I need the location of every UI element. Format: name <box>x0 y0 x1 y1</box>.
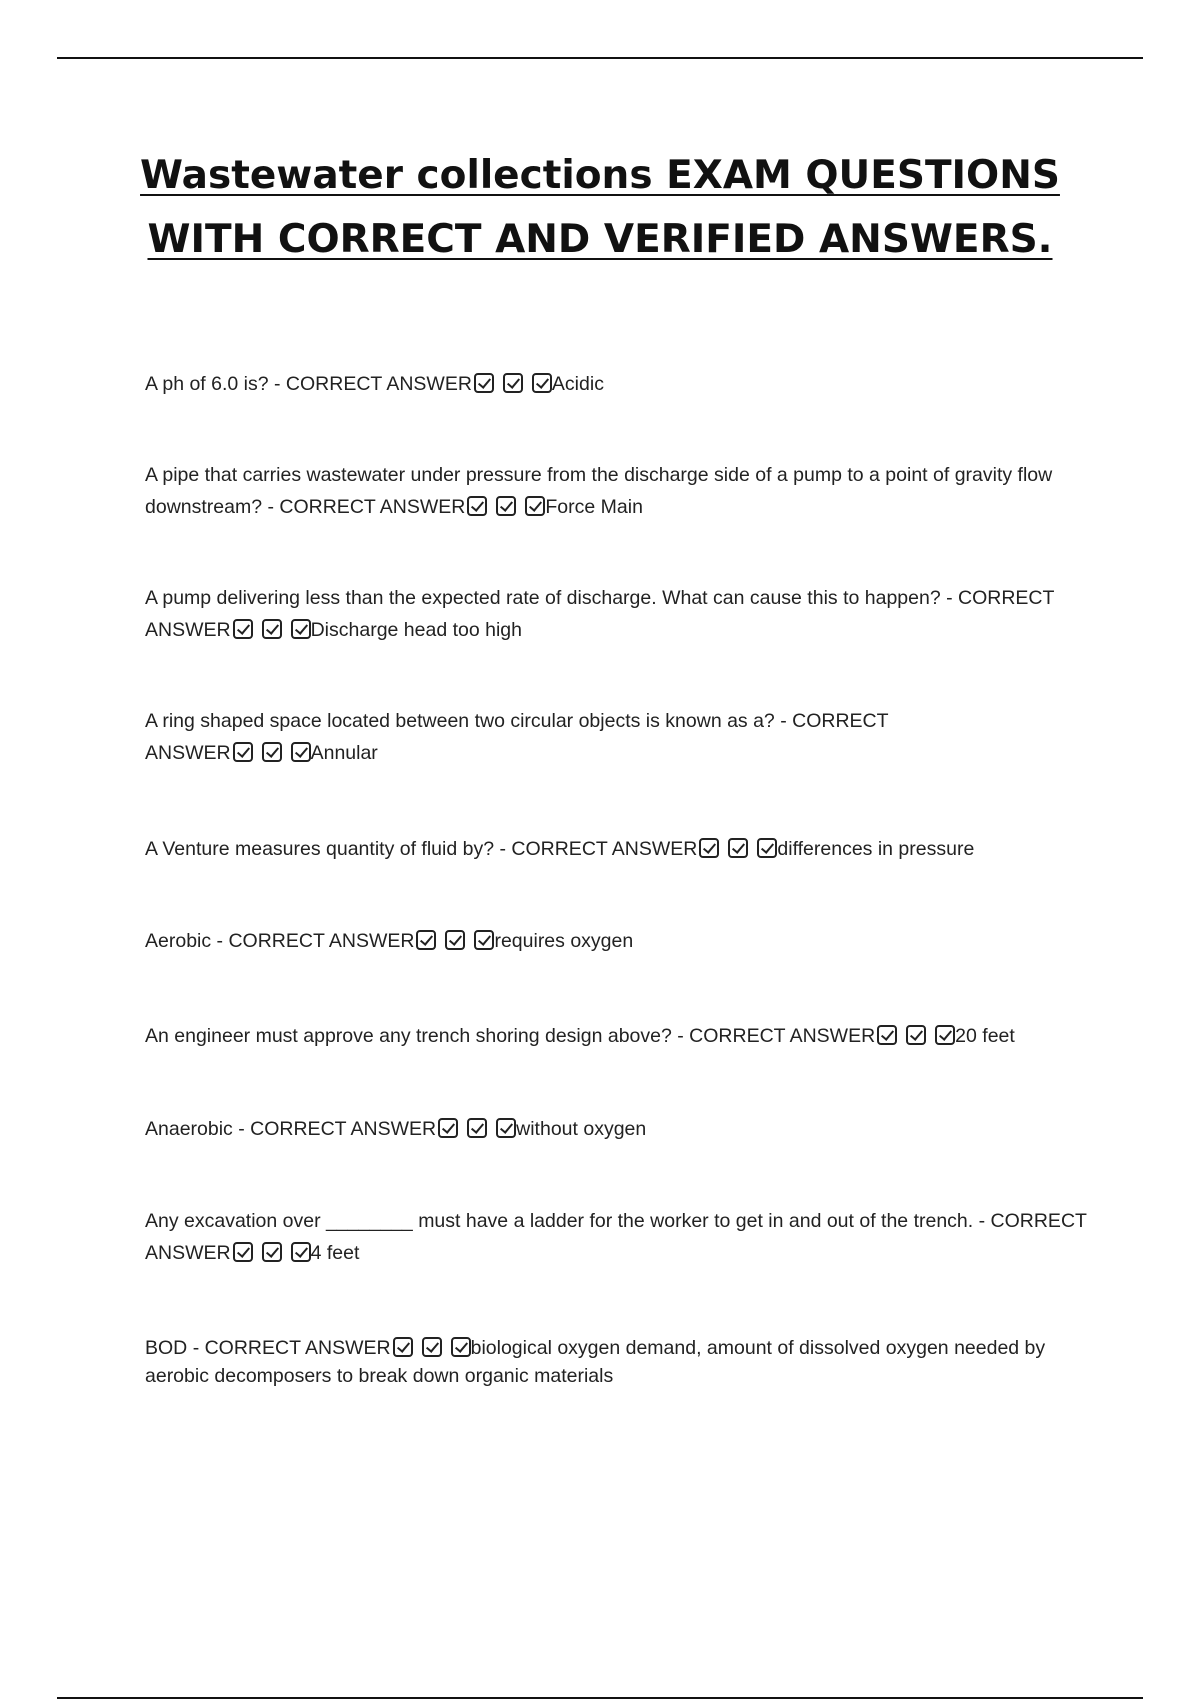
question-text: A pipe that carries wastewater under pressure from the discharge side of a pump to a point of gravity flow downstream? <box>145 464 1053 518</box>
answer-marker: - CORRECT ANSWER <box>216 930 415 952</box>
question-text: A Venture measures quantity of fluid by? <box>145 838 495 860</box>
checkbox-checked-icon <box>877 1025 897 1045</box>
checkbox-checked-icon <box>728 838 748 858</box>
title-line-1: Wastewater collections EXAM QUESTIONS <box>140 153 1060 198</box>
checkbox-checked-icon <box>699 838 719 858</box>
question-text: Anaerobic <box>145 1118 233 1140</box>
answer-text: Force Main <box>545 496 643 518</box>
qa-item <box>145 459 1080 523</box>
qa-item <box>145 1113 1085 1145</box>
checkbox-checked-icon <box>233 619 253 639</box>
checkbox-checked-icon <box>757 838 777 858</box>
answer-text: without oxygen <box>516 1118 647 1140</box>
checkbox-checked-icon <box>291 1242 311 1262</box>
checkbox-checked-icon <box>438 1118 458 1138</box>
qa-item <box>145 833 1085 865</box>
checkbox-checked-icon <box>496 1118 516 1138</box>
bottom-rule <box>57 1697 1143 1699</box>
answer-marker: - CORRECT ANSWER <box>499 838 698 860</box>
answer-text: biological oxygen demand, amount of dissolved oxygen needed by aerobic decomposers to break down organic materials <box>145 1337 1046 1387</box>
checkbox-checked-icon <box>393 1337 413 1357</box>
checkbox-checked-icon <box>935 1025 955 1045</box>
qa-item <box>145 1020 1105 1052</box>
answer-text: Acidic <box>551 373 604 395</box>
qa-item <box>145 705 945 769</box>
checkbox-checked-icon <box>233 742 253 762</box>
checkbox-checked-icon <box>262 1242 282 1262</box>
answer-marker: - CORRECT ANSWER <box>677 1025 876 1047</box>
answer-text: requires oxygen <box>494 930 634 952</box>
answer-text: 4 feet <box>310 1242 360 1264</box>
qa-item <box>145 368 1045 400</box>
checkbox-checked-icon <box>532 373 552 393</box>
question-text: A ring shaped space located between two circular objects is known as a? <box>145 710 775 732</box>
checkbox-checked-icon <box>525 496 545 516</box>
answer-marker: - CORRECT ANSWER <box>145 587 1055 641</box>
title-line-2: WITH CORRECT AND VERIFIED ANSWERS. <box>147 217 1053 262</box>
checkbox-checked-icon <box>474 930 494 950</box>
answer-text: 20 feet <box>955 1025 1015 1047</box>
answer-text: differences in pressure <box>777 838 975 860</box>
answer-marker: - CORRECT ANSWER <box>267 496 466 518</box>
checkbox-checked-icon <box>445 930 465 950</box>
question-text: A ph of 6.0 is? <box>145 373 269 395</box>
qa-item <box>145 925 1085 957</box>
qa-item <box>145 1334 1080 1390</box>
question-text: Any excavation over ________ must have a ladder for the worker to get in and out of the trench. <box>145 1210 974 1232</box>
answer-marker: - CORRECT ANSWER <box>145 1210 1087 1264</box>
qa-item <box>145 582 1090 646</box>
checkbox-checked-icon <box>451 1337 471 1357</box>
checkbox-checked-icon <box>474 373 494 393</box>
checkbox-checked-icon <box>233 1242 253 1262</box>
answer-marker: - CORRECT ANSWER <box>145 710 889 764</box>
qa-item <box>145 1205 1090 1269</box>
checkbox-checked-icon <box>262 742 282 762</box>
answer-text: Annular <box>310 742 378 764</box>
question-text: A pump delivering less than the expected rate of discharge. What can cause this to happen? <box>145 587 941 609</box>
checkbox-checked-icon <box>503 373 523 393</box>
question-text: An engineer must approve any trench shoring design above? <box>145 1025 672 1047</box>
question-text: BOD <box>145 1337 188 1359</box>
answer-marker: - CORRECT ANSWER <box>192 1337 391 1359</box>
answer-marker: - CORRECT ANSWER <box>274 373 472 395</box>
checkbox-checked-icon <box>467 1118 487 1138</box>
answer-marker: - CORRECT ANSWER <box>238 1118 437 1140</box>
checkbox-checked-icon <box>906 1025 926 1045</box>
checkbox-checked-icon <box>467 496 487 516</box>
checkbox-checked-icon <box>291 619 311 639</box>
question-text: Aerobic <box>145 930 212 952</box>
checkbox-checked-icon <box>262 619 282 639</box>
checkbox-checked-icon <box>496 496 516 516</box>
answer-text: Discharge head too high <box>310 619 522 641</box>
checkbox-checked-icon <box>422 1337 442 1357</box>
checkbox-checked-icon <box>416 930 436 950</box>
checkbox-checked-icon <box>291 742 311 762</box>
